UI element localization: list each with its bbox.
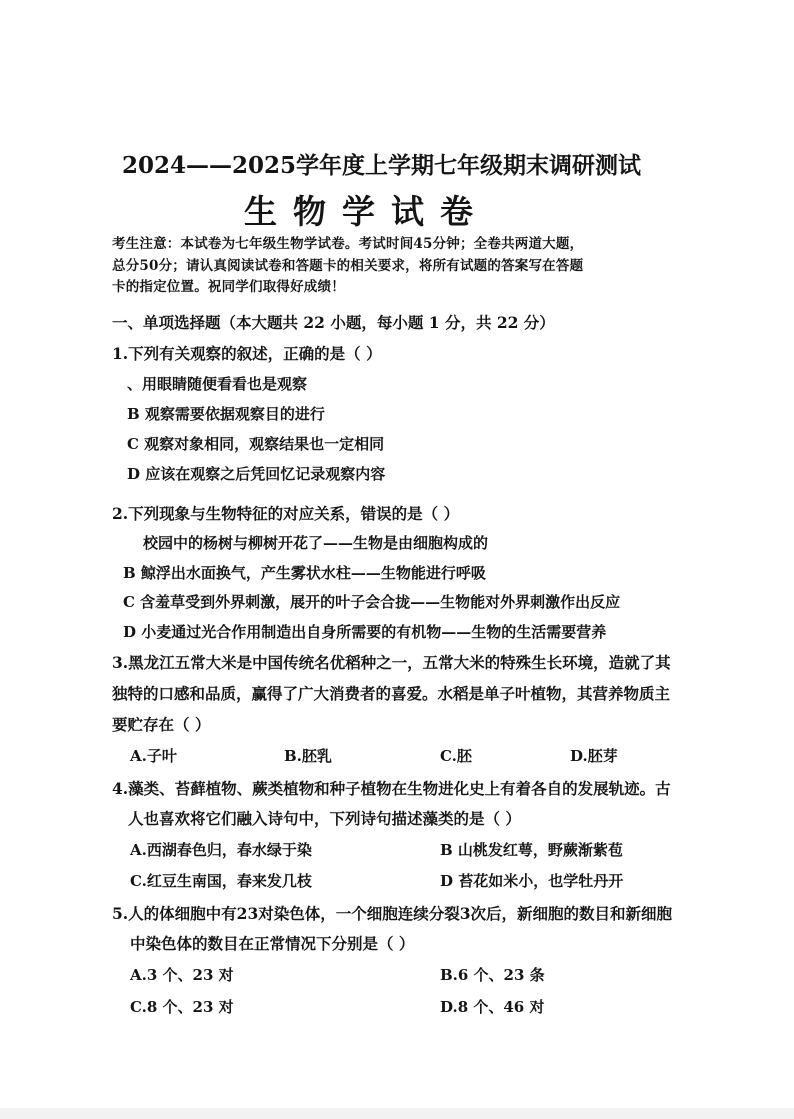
notice-line-3: 卡的指定位置。祝同学们取得好成绩！ [112,279,345,295]
question-3-stem-line-2: 独特的口感和品质，赢得了广大消费者的喜爱。水稻是单子叶植物，其营养物质主 [112,684,671,703]
question-4-option-d: D 苔花如米小，也学牡丹开 [440,872,624,890]
question-4-option-c: C.红豆生南国，春来发几枝 [130,872,312,890]
question-1-option-b: B 观察需要依据观察目的进行 [127,405,325,423]
question-4-stem-line-2: 人也喜欢将它们融入诗句中，下列诗句描述藻类的是（ ） [128,809,521,828]
question-2-option-a: 校园中的杨树与柳树开花了——生物是由细胞构成的 [143,534,489,552]
question-5-stem-line-1: 5.人的体细胞中有23对染色体，一个细胞连续分裂3次后，新细胞的数目和新细胞 [112,904,673,923]
question-1-option-d: D 应该在观察之后凭回忆记录观察内容 [127,465,386,483]
question-3-option-a: A.子叶 [130,747,177,765]
question-3-option-d: D.胚芽 [570,747,618,765]
question-2-option-d: D 小麦通过光合作用制造出自身所需要的有机物——生物的生活需要营养 [123,623,607,641]
question-3-option-c: C.胚 [440,747,472,765]
scan-bottom-edge [0,1108,794,1119]
section-heading: 一、单项选择题（本大题共 22 小题，每小题 1 分，共 22 分） [112,313,555,332]
question-4-stem-line-1: 4.藻类、苔藓植物、蕨类植物和种子植物在生物进化史上有着各自的发展轨迹。古 [112,779,671,798]
notice-line-1: 考生注意：本试卷为七年级生物学试卷。考试时间45分钟；全卷共两道大题， [112,236,584,252]
question-5-stem-line-2: 中染色体的数目在正常情况下分别是（ ） [130,934,415,953]
exam-subject-title: 生物学试卷 [244,192,489,231]
question-2-option-c: C 含羞草受到外界刺激，展开的叶子会合拢——生物能对外界刺激作出反应 [123,593,621,611]
question-2-option-b: B 鲸浮出水面换气，产生雾状水柱——生物能进行呼吸 [123,564,486,582]
question-2-stem: 2.下列现象与生物特征的对应关系，错误的是（ ） [112,504,460,523]
question-3-option-b: B.胚乳 [284,747,332,765]
question-5-option-a: A.3 个、23 对 [130,966,234,984]
question-4-option-b: B 山桃发红萼，野蕨渐紫苞 [440,841,623,859]
notice-line-2: 总分50分；请认真阅读试卷和答题卡的相关要求，将所有试题的答案写在答题 [112,258,584,274]
question-1-stem: 1.下列有关观察的叙述，正确的是（ ） [112,344,382,363]
question-4-option-a: A.西湖春色归，春水绿于染 [130,841,312,859]
question-5-option-c: C.8 个、23 对 [130,998,234,1016]
question-5-option-b: B.6 个、23 条 [440,966,545,984]
question-1-option-c: C 观察对象相同，观察结果也一定相同 [127,435,385,453]
exam-title: 2024——2025学年度上学期七年级期末调研测试 [122,152,642,179]
question-1-option-a: 、用眼睛随便看看也是观察 [127,375,308,393]
question-3-stem-line-1: 3.黑龙江五常大米是中国传统名优稻种之一，五常大米的特殊生长环境，造就了其 [112,653,671,672]
question-3-stem-line-3: 要贮存在（ ） [112,715,211,734]
question-5-option-d: D.8 个、46 对 [440,998,545,1016]
